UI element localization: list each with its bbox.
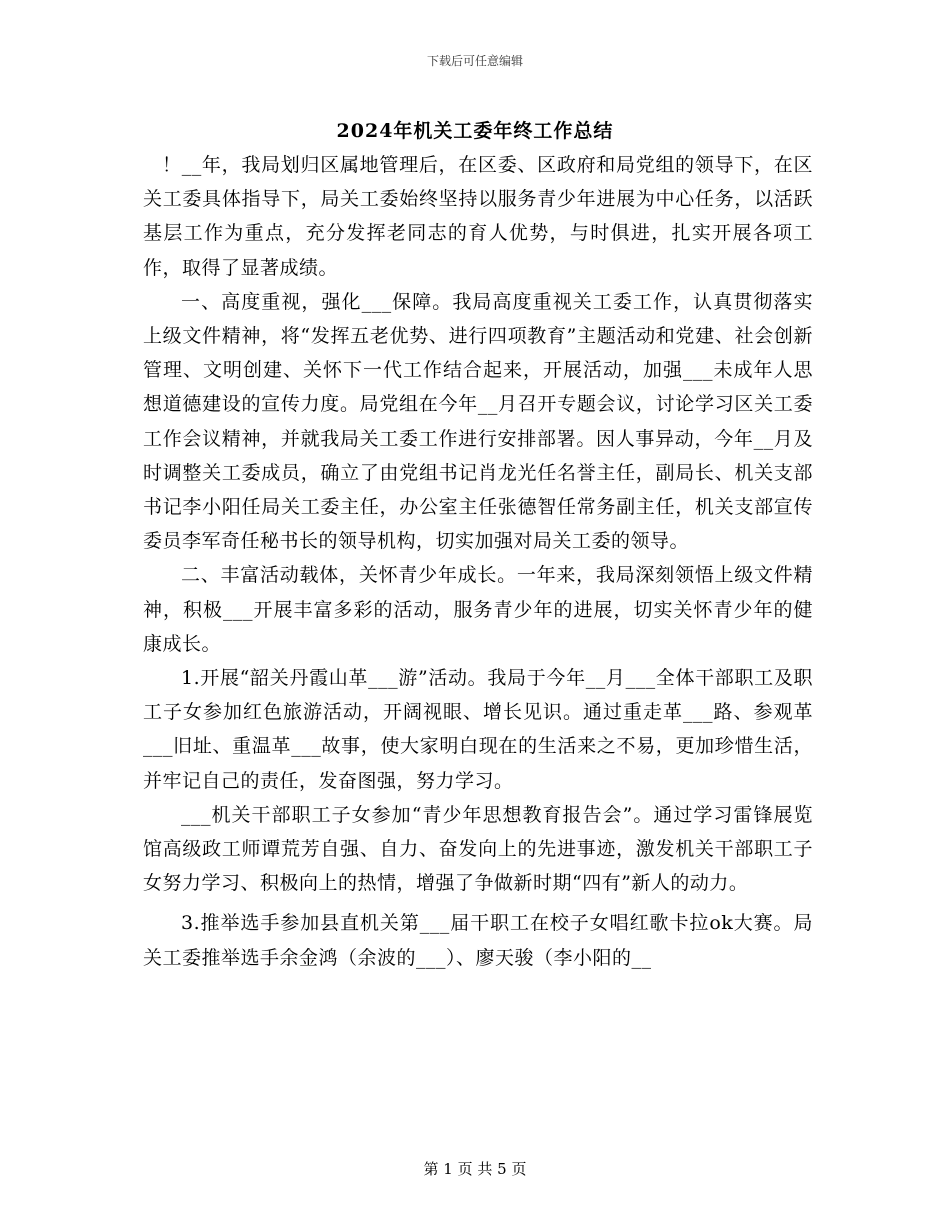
paragraph-section-1: 一、高度重视，强化___保障。我局高度重视关工委工作，认真贯彻落实上级文件精神，将“发挥五老优势、进行四项教育”主题活动和党建、社会创新管理、文明创建、关怀下一代工作结合起来，开展活动，加强___未成年人思想道德建设的宣传力度。局党组在今年__月召开专题会议，讨论学习区关工委工作会议精神，并就我局关工委工作进行安排部署。因人事异动，今年__月及时调整关工委成员，确立了由党组书记肖龙光任名誉主任，副局长、机关支部书记李小阳任局关工委主任，办公室主任张德智任常务副主任，机关支部宣传委员李军奇任秘书长的领导机构，切实加强对局关工委的领导。 [143, 290, 813, 553]
paragraph-item-3: 3.推举选手参加县直机关第___届干职工在校子女唱红歌卡拉ok大赛。局关工委推举选手余金鸿（余波的___）、廖天骏（李小阳的__ [143, 912, 813, 969]
document-title: 2024年机关工委年终工作总结 [336, 120, 614, 142]
page-number-footer: 第 1 页 共 5 页 [423, 1160, 527, 1178]
paragraph-item-2: ___机关干部职工子女参加“青少年思想教育报告会”。通过学习雷锋展览馆高级政工师谭荒芳自强、自力、奋发向上的先进事迹，激发机关干部职工子女努力学习、积极向上的热情，增强了争做新时期“四有”新人的动力。 [143, 803, 813, 895]
document-body [143, 148, 813, 975]
paragraph-section-2: 二、丰富活动载体，关怀青少年成长。一年来，我局深刻领悟上级文件精神，积极___开展丰富多彩的活动，服务青少年的进展，切实关怀青少年的健康成长。 [143, 564, 813, 655]
page-header-note: 下载后可任意编辑 [426, 54, 523, 68]
paragraph-item-1: 1.开展“韶关丹霞山革___游”活动。我局于今年__月___全体干部职工及职工子女参加红色旅游活动，开阔视眼、增长见识。通过重走革___路、参观革___旧址、重温革___故事，使大家明白现在的生活来之不易，更加珍惜生活，并牢记自己的责任，发奋图强，努力学习。 [143, 667, 813, 792]
paragraph-intro: ！__年，我局划归区属地管理后，在区委、区政府和局党组的领导下，在区关工委具体指导下，局关工委始终坚持以服务青少年进展为中心任务，以活跃基层工作为重点，充分发挥老同志的育人优势，与时俱进，扎实开展各项工作，取得了显著成绩。 [143, 154, 813, 279]
